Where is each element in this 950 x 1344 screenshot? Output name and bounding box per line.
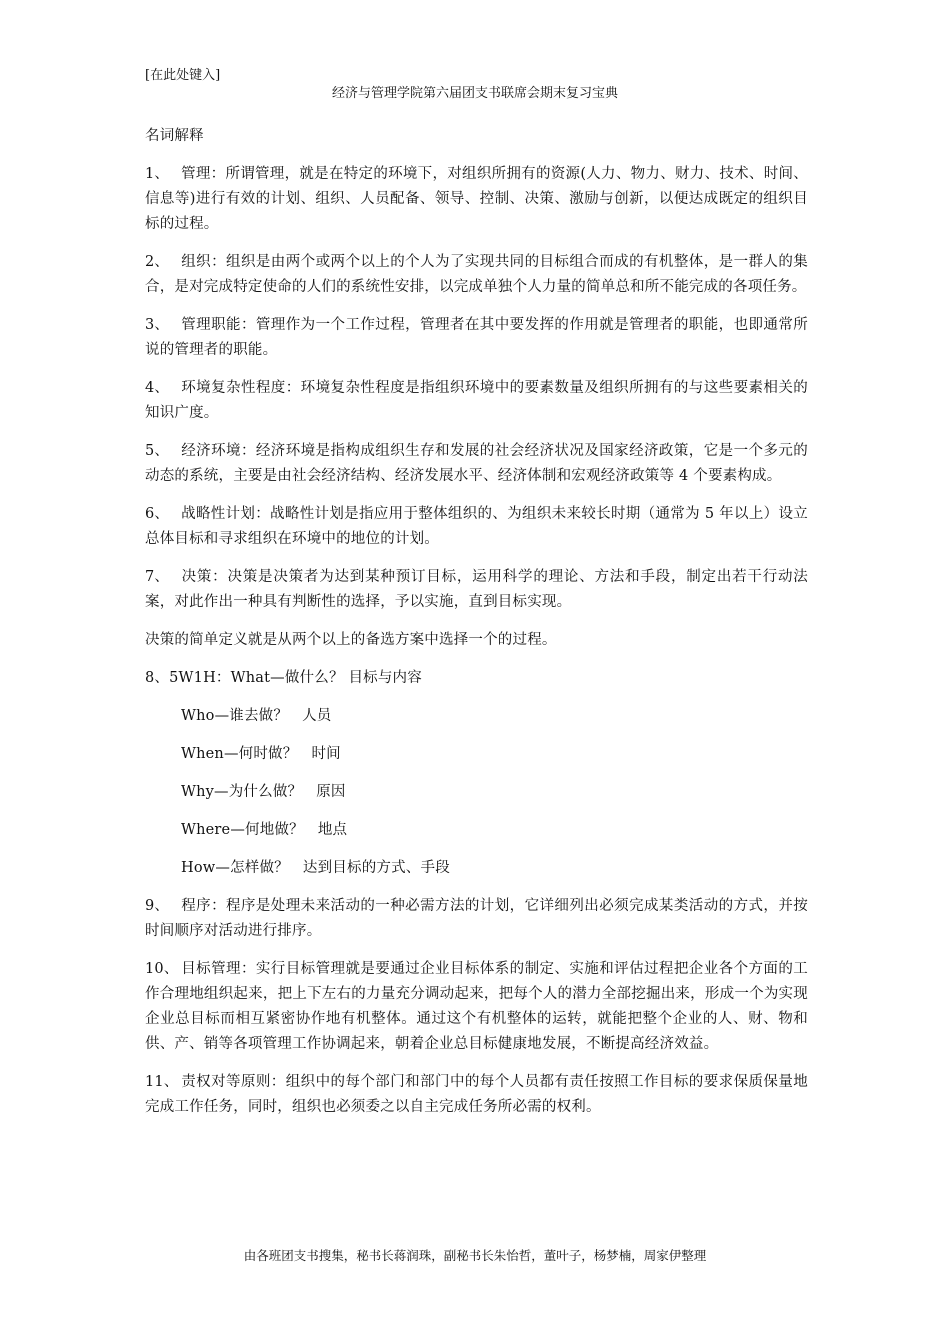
5w1h-answer: 时间 xyxy=(311,746,341,762)
5w1h-line xyxy=(145,856,808,881)
5w1h-question: Who—谁去做？ xyxy=(181,708,289,724)
term-2 xyxy=(145,250,808,300)
item-number: 5、 xyxy=(145,443,170,459)
term-6 xyxy=(145,502,808,552)
term-8-lead: 8、5W1H：What—做什么？ 目标与内容 xyxy=(145,670,422,686)
item-number: 2、 xyxy=(145,254,170,270)
item-text: 程序：程序是处理未来活动的一种必需方法的计划，它详细列出必须完成某类活动的方式，并按时间顺序对活动进行排序。 xyxy=(145,898,808,939)
5w1h-question: How—怎样做？ xyxy=(181,860,289,876)
item-text: 管理职能：管理作为一个工作过程，管理者在其中要发挥的作用就是管理者的职能，也即通常所说的管理者的职能。 xyxy=(145,317,808,358)
term-9 xyxy=(145,894,808,944)
5w1h-question: Where—何地做？ xyxy=(181,822,304,838)
section-heading: 名词解释 xyxy=(145,128,204,144)
5w1h-question: When—何时做？ xyxy=(181,746,298,762)
item-number: 11、 xyxy=(145,1074,179,1090)
5w1h-answer: 人员 xyxy=(302,708,332,724)
item-text: 组织：组织是由两个或两个以上的个人为了实现共同的目标组合而成的有机整体，是一群人的集合，是对完成特定使命的人们的系统性安排，以完成单独个人力量的简单总和所不能完成的各项任务。 xyxy=(145,254,808,295)
item-text: 环境复杂性程度：环境复杂性程度是指组织环境中的要素数量及组织所拥有的与这些要素相关的知识广度。 xyxy=(145,380,808,421)
item-number: 4、 xyxy=(145,380,170,396)
term-11 xyxy=(145,1070,808,1120)
item-number: 9、 xyxy=(145,898,170,914)
term-10 xyxy=(145,957,808,1057)
5w1h-line xyxy=(145,780,808,805)
item-text: 管理：所谓管理，就是在特定的环境下，对组织所拥有的资源(人力、物力、财力、技术、时间、信息等)进行有效的计划、组织、人员配备、领导、控制、决策、激励与创新，以便达成既定的组织目标的过程。 xyxy=(145,166,808,232)
5w1h-answer: 达到目标的方式、手段 xyxy=(302,860,450,876)
item-number: 6、 xyxy=(145,506,170,522)
5w1h-answer: 地点 xyxy=(317,822,348,838)
document-body xyxy=(145,124,808,1133)
header-placeholder: [在此处键入] xyxy=(145,68,221,83)
item-text: 战略性计划：战略性计划是指应用于整体组织的、为组织未来较长时期（通常为 5 年以上）设立总体目标和寻求组织在环境中的地位的计划。 xyxy=(145,506,808,547)
5w1h-line xyxy=(145,704,808,729)
term-7 xyxy=(145,565,808,615)
item-number: 1、 xyxy=(145,166,170,182)
term-5 xyxy=(145,439,808,489)
5w1h-line xyxy=(145,818,808,843)
footer-credits: 由各班团支书搜集，秘书长蒋润珠，副秘书长朱怡哲，董叶子，杨梦楠，周家伊整理 xyxy=(243,1248,707,1263)
item-number: 10、 xyxy=(145,961,179,977)
5w1h-question: Why—为什么做？ xyxy=(181,784,303,800)
item-text: 目标管理：实行目标管理就是要通过企业目标体系的制定、实施和评估过程把企业各个方面的工作合理地组织起来，把上下左右的力量充分调动起来，把每个人的潜力全部挖掘出来，形成一个为实现企业总目标而相互紧密协作地有机整体。通过这个有机整体的运转，就能把整个企业的人、财、物和供、产、销等各项管理工作协调起来，朝着企业总目标健康地发展，不断提高经济效益。 xyxy=(145,961,808,1052)
decision-note: 决策的简单定义就是从两个以上的备选方案中选择一个的过程。 xyxy=(145,632,557,648)
5w1h-line xyxy=(145,742,808,767)
header-title: 经济与管理学院第六届团支书联席会期末复习宝典 xyxy=(331,86,618,101)
item-number: 3、 xyxy=(145,317,170,333)
item-text: 决策：决策是决策者为达到某种预订目标，运用科学的理论、方法和手段，制定出若干行动法案，对此作出一种具有判断性的选择，予以实施，直到目标实现。 xyxy=(145,569,808,610)
item-number: 7、 xyxy=(145,569,170,585)
5w1h-answer: 原因 xyxy=(316,784,346,800)
item-text: 经济环境：经济环境是指构成组织生存和发展的社会经济状况及国家经济政策，它是一个多元的动态的系统，主要是由社会经济结构、经济发展水平、经济体制和宏观经济政策等 4 个要素构成。 xyxy=(145,443,808,484)
item-text: 责权对等原则：组织中的每个部门和部门中的每个人员都有责任按照工作目标的要求保质保量地完成工作任务，同时，组织也必须委之以自主完成任务所必需的权利。 xyxy=(145,1074,808,1115)
term-3 xyxy=(145,313,808,363)
term-1 xyxy=(145,162,808,237)
term-4 xyxy=(145,376,808,426)
